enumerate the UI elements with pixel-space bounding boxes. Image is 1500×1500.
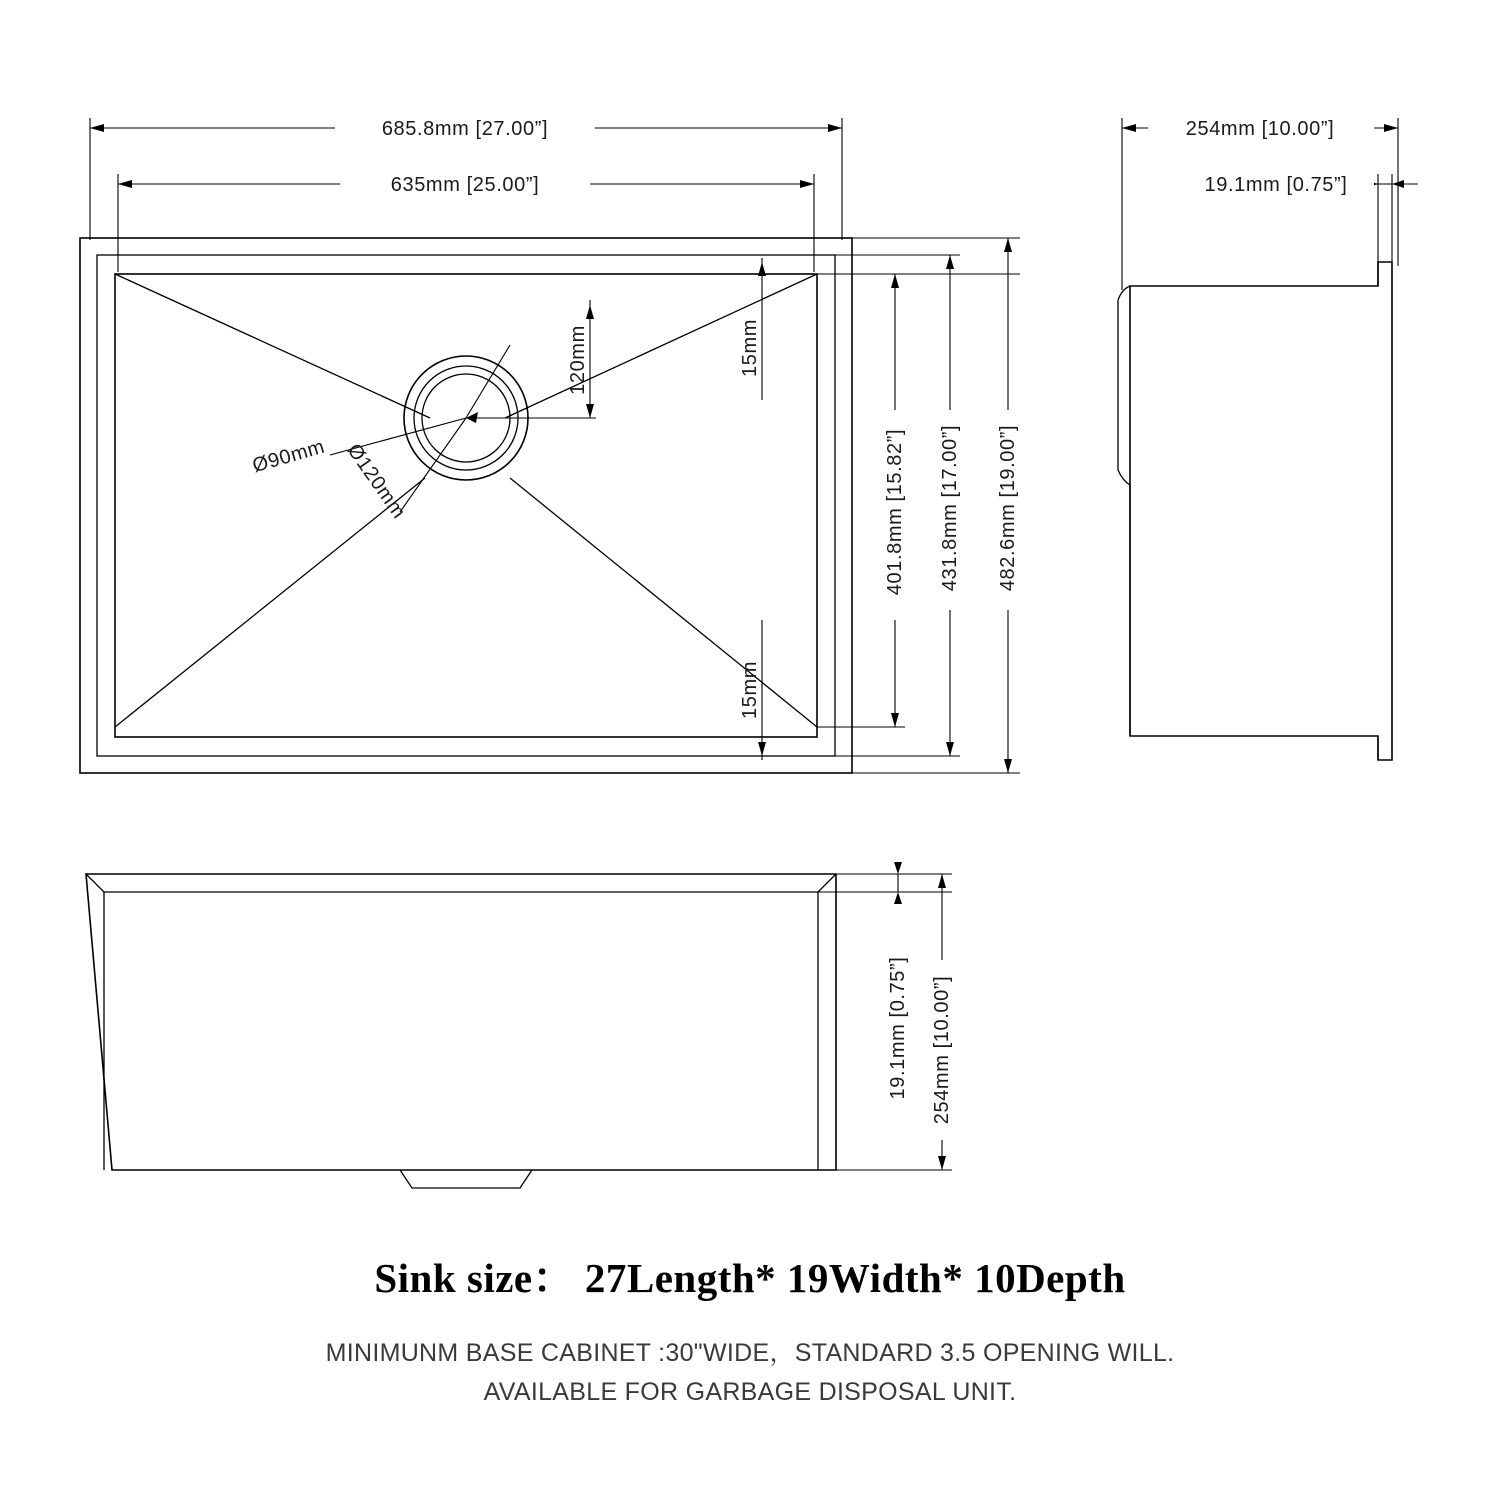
front-view bbox=[86, 862, 958, 1188]
dim-label-top-outer-width: 685.8mm [27.00”] bbox=[381, 118, 549, 140]
caption-sub-line1: MINIMUNM BASE CABINET :30"WIDE，STANDARD 3.5 OPENING WILL. bbox=[325, 1339, 1175, 1367]
dim-label-height-outer: 482.6mm [19.00”] bbox=[997, 424, 1019, 592]
dim-label-edge-top: 15mm bbox=[739, 319, 761, 377]
dim-label-front-depth: 254mm [10.00”] bbox=[931, 975, 953, 1125]
caption-title: Sink size： 27Length* 19Width* 10Depth bbox=[374, 1255, 1126, 1301]
dim-top-inner-width bbox=[118, 170, 814, 272]
caption-sub-line2: AVAILABLE FOR GARBAGE DISPOSAL UNIT. bbox=[483, 1377, 1017, 1406]
top-view bbox=[80, 238, 852, 773]
dim-edge-bottom bbox=[739, 620, 766, 760]
caption-subtext bbox=[0, 1334, 1500, 1412]
dim-drain-inner bbox=[250, 436, 327, 478]
dim-label-height-middle: 431.8mm [17.00”] bbox=[939, 424, 961, 592]
dim-label-front-rim: 19.1mm [0.75”] bbox=[887, 956, 909, 1100]
dim-edge-top bbox=[739, 258, 766, 400]
caption-block bbox=[0, 1245, 1500, 1412]
dim-label-side-depth: 254mm [10.00”] bbox=[1185, 118, 1335, 140]
dim-label-side-rim: 19.1mm [0.75”] bbox=[1204, 174, 1348, 196]
dim-label-corner-radius: 120mm bbox=[567, 325, 589, 395]
dim-corner-radius bbox=[560, 300, 596, 418]
dim-label-drain-inner-dia: Ø90mm bbox=[250, 435, 328, 478]
dim-label-drain-outer-dia: Ø120mm bbox=[342, 439, 410, 523]
dim-label-height-inner: 401.8mm [15.82”] bbox=[884, 428, 906, 596]
dim-drain-outer bbox=[343, 440, 410, 523]
dim-height-stack bbox=[817, 238, 1023, 773]
dim-label-top-inner-width: 635mm [25.00”] bbox=[390, 174, 540, 196]
dim-label-edge-bottom: 15mm bbox=[739, 661, 761, 719]
side-view bbox=[1118, 114, 1418, 760]
